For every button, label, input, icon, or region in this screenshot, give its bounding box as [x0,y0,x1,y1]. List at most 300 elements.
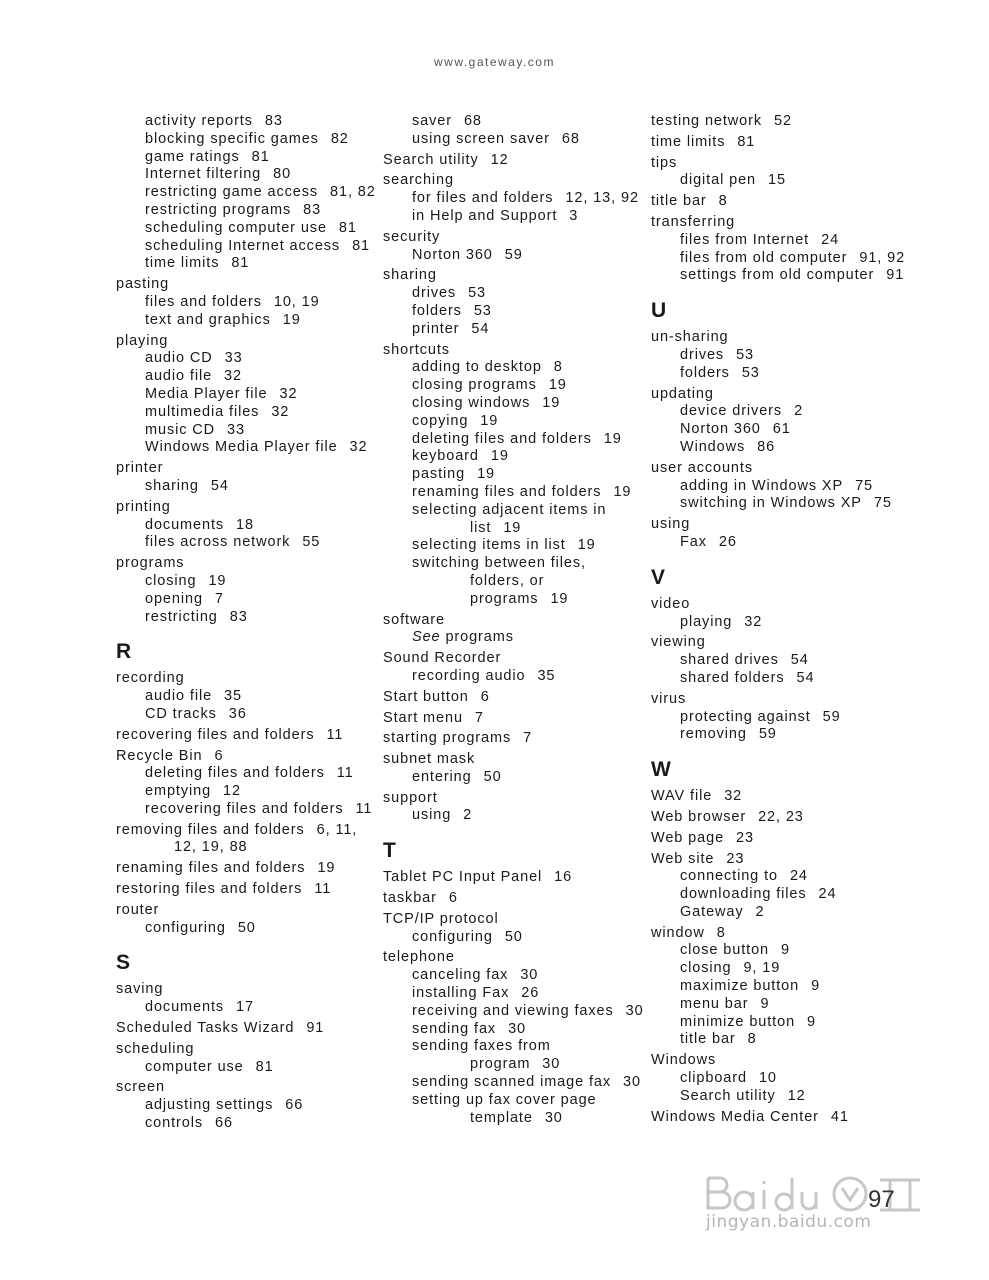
section-letter: S [116,951,131,975]
subentry-term: documents [145,516,225,533]
subentry-line [680,942,941,960]
entry-term: un-sharing [651,329,729,346]
subentry-line [412,1003,645,1021]
index-entry [383,172,645,225]
index-entry [383,152,645,170]
entry-line [651,193,941,211]
subentry-term: Internet filtering [145,166,262,183]
entry-line [116,1020,378,1038]
entry-line [383,751,645,769]
entry-line [651,329,941,347]
entry-pages: 52 [774,113,792,129]
subentry-line [412,1021,645,1039]
entry-term: telephone [383,949,455,966]
index-entry [116,881,378,899]
subentry-pages: 80 [273,166,292,183]
entry-line [383,612,645,630]
subentry-pages: 54 [471,320,490,337]
section-letter: V [651,565,666,589]
entry-line [383,152,645,170]
subentry-line [680,960,941,978]
subentry-list [680,172,941,190]
entry-term: tips [651,154,678,171]
entry-term: taskbar [383,890,437,907]
subentry-pages: 59 [504,246,523,263]
subentry-term: scheduling computer use [145,219,327,236]
subentry-line [145,517,378,535]
subentry-term: deleting files and folders [412,430,592,447]
entry-term: saving [116,981,164,998]
subentry-line [680,478,941,496]
subentry-pages: 17 [236,999,254,1016]
entry-line [651,691,941,709]
subentry-pages: 12, 13, 92 [565,190,639,207]
subentry-line [680,1031,941,1049]
entry-line [383,172,645,190]
subentry-term: sharing [145,477,199,494]
entry-term: Recycle Bin [116,747,203,764]
entry-line [651,113,941,131]
subentry-pages: 24 [789,868,808,885]
subentry-term: opening [145,590,203,607]
subentry-list [680,534,941,552]
subentry-term: menu bar [680,995,749,1012]
entry-term: software [383,611,445,628]
subentry-line [412,555,645,608]
index-entry [651,634,941,687]
subentry-pages: 19 [503,519,522,536]
entry-line [116,276,378,294]
entry-line [116,499,378,517]
entry-line [116,822,378,858]
subentry-pages: 19 [480,412,499,429]
section-letter: T [383,839,396,863]
index-entry [383,730,645,748]
entry-line [651,596,941,614]
subentry-term: activity reports [145,113,253,129]
subentry-line [412,131,645,149]
index-entry [383,751,645,787]
index-entry [651,925,941,1050]
subentry-pages: 19 [490,448,509,465]
subentry-line [412,190,645,208]
entry-term: Web site [651,850,715,867]
subentry-term: Media Player file [145,385,268,402]
entry-line [116,860,378,878]
subentry-pages: 53 [468,285,487,302]
entry-pages: 11 [314,881,332,898]
page-number: 97 [868,1186,895,1213]
subentry-list [680,1070,941,1106]
index-entry [651,214,941,285]
entry-term: transferring [651,213,736,230]
subentry-term: using screen saver [412,130,550,147]
entry-line [651,214,941,232]
subentry-term: copying [412,412,469,429]
subentry-line [680,365,941,383]
index-entry [651,155,941,191]
subentry-line [145,999,378,1017]
subentry-pages: 19 [542,394,561,411]
subentry-line [412,967,645,985]
subentry-term: configuring [412,928,493,945]
index-entry [651,830,941,848]
entry-term: window [651,924,705,941]
entry-line [651,134,941,152]
subentry-line [145,765,378,783]
subentry-line [412,413,645,431]
index-entry [116,113,378,273]
entry-line [116,460,378,478]
entry-pages: 11 [326,726,344,743]
subentry-line [145,149,378,167]
subentry-line [145,386,378,404]
entry-line [383,650,645,668]
entry-line [383,890,645,908]
subentry-term: minimize button [680,1013,796,1030]
entry-line [383,229,645,247]
index-entry [651,691,941,744]
subentry-term: selecting items in list [412,537,566,554]
entry-term: recovering files and folders [116,726,315,743]
subentry-term: Fax [680,533,707,550]
subentry-line [680,709,941,727]
subentry-list [145,1097,378,1133]
subentry-line [680,439,941,457]
index-entry [651,596,941,632]
entry-line [116,881,378,899]
subentry-pages: 9 [811,978,821,995]
subentry-pages: 19 [477,466,495,483]
subentry-line [680,978,941,996]
subentry-term: Search utility [680,1087,776,1104]
subentry-pages: 32 [279,385,298,402]
subentry-line [412,113,645,131]
entry-term: Windows Media Center [651,1108,819,1125]
subentry-pages: 35 [224,688,242,705]
subentry-line [680,232,941,250]
entry-pages: 23 [726,850,745,867]
entry-pages: 16 [554,869,573,886]
subentry-list [145,573,378,626]
subentry-line [145,238,378,256]
subentry-line [680,1070,941,1088]
entry-pages: 6 [480,688,490,705]
subentry-line [680,403,941,421]
subentry-pages: 9 [807,1013,817,1030]
subentry-pages: 86 [757,438,776,455]
subentry-list [412,929,645,947]
index-entry [651,386,941,457]
subentry-line [680,886,941,904]
subentry-line [412,359,645,377]
entry-pages: 22, 23 [758,808,804,825]
entry-term: printer [116,460,164,477]
subentry-line [145,404,378,422]
subentry-pages: 53 [736,346,755,363]
subentry-line [680,267,941,285]
entry-term: pasting [116,276,170,293]
subentry-line [412,208,645,226]
subentry-list [412,807,645,825]
entry-pages: 32 [724,788,743,805]
subentry-list [412,967,645,1127]
entry-pages: 7 [523,730,533,747]
index-entry [383,342,645,609]
subentry-line [412,807,645,825]
subentry-term: music CD [145,421,216,438]
entry-line [651,155,941,173]
entry-line [116,981,378,999]
subentry-line [680,614,941,632]
entry-pages: 7 [474,709,484,726]
subentry-pages: 66 [285,1097,304,1114]
subentry-pages: 10 [758,1070,777,1087]
subentry-line [412,668,645,686]
subentry-term: digital pen [680,172,757,189]
subentry-line [145,573,378,591]
index-entry [116,1079,378,1132]
subentry-term: adding in Windows XP [680,477,844,494]
entry-line [651,925,941,943]
subentry-line [145,131,378,149]
subentry-line [412,484,645,502]
subentry-pages: 59 [822,708,841,725]
subentry-line [412,321,645,339]
subentry-term: sending fax [412,1020,497,1037]
entry-line [383,869,645,887]
entry-term: recording [116,670,185,687]
subentry-term: setting up fax cover page template [412,1091,597,1126]
subentry-term: recording audio [412,667,526,684]
subentry-list [145,920,378,938]
subentry-line [145,113,378,131]
subentry-term: computer use [145,1058,244,1075]
entry-term: video [651,595,691,612]
subentry-term: downloading files [680,886,807,903]
entry-pages: 81 [737,133,756,150]
index-entry [651,809,941,827]
subentry-line [680,670,941,688]
index-entry [116,727,378,745]
subentry-line [680,652,941,670]
subentry-list [412,285,645,338]
subentry-pages: 81 [251,148,270,165]
subentry-pages: 68 [561,130,580,147]
subentry-line [680,1014,941,1032]
entry-term: printing [116,498,171,515]
index-entry [116,748,378,819]
subentry-term: adding to desktop [412,359,542,376]
subentry-pages: 81 [255,1058,274,1075]
subentry-term: connecting to [680,868,778,885]
entry-term: router [116,901,160,918]
see-reference: See [412,629,441,646]
subentry-pages: 9 [781,942,790,959]
subentry-pages: 83 [229,608,248,625]
index-entry [383,267,645,338]
subentry-line [412,285,645,303]
subentry-pages: 24 [821,231,840,248]
subentry-term: blocking specific games [145,130,319,147]
subentry-term: text and graphics [145,311,271,328]
subentry-line [145,1115,378,1133]
subentry-term: title bar [680,1031,736,1048]
subentry-pages: 81 [352,237,371,254]
subentry-pages: 12 [223,783,241,800]
entry-term: Windows [651,1052,717,1069]
subentry-line [412,929,645,947]
entry-term: programs [116,555,185,572]
entry-pages: 23 [736,829,754,846]
subentry-pages: 32 [271,403,290,420]
entry-term: TCP/IP protocol [383,910,499,927]
subentry-list [680,709,941,745]
header-url: www.gateway.com [434,55,555,69]
subentry-line [145,591,378,609]
index-entry [651,329,941,382]
entry-line [651,830,941,848]
entry-pages: 91 [306,1020,325,1037]
entry-line [651,809,941,827]
entry-line [383,710,645,728]
subentry-pages: 19 [208,572,227,589]
entry-term: searching [383,172,454,189]
entry-term: shortcuts [383,341,450,358]
index-column-1 [116,113,378,1133]
subentry-term: maximize button [680,978,800,995]
subentry-term: audio CD [145,350,213,367]
subentry-term: audio file [145,368,213,385]
entry-pages: 8 [718,193,728,210]
subentry-pages: 30 [625,1002,644,1019]
subentry-term: emptying [145,783,212,800]
entry-pages: 6 [214,747,224,764]
subentry-pages: 91, 92 [859,249,906,266]
entry-term: time limits [651,133,726,150]
subentry-pages: 8 [553,359,563,376]
index-entry [116,981,378,1017]
subentry-list [680,478,941,514]
index-entry [116,902,378,938]
subentry-pages: 66 [214,1115,233,1132]
subentry-term: configuring [145,919,226,936]
subentry-term: game ratings [145,148,240,165]
subentry-term: settings from old computer [680,267,875,284]
subentry-line [145,184,378,202]
subentry-line [145,202,378,220]
subentry-term: recovering files and folders [145,800,344,817]
subentry-term: folders [680,364,730,381]
subentry-list [680,232,941,285]
subentry-pages: 19 [577,537,596,554]
subentry-pages: 30 [542,1056,561,1073]
entry-term: Sound Recorder [383,650,502,667]
subentry-term: Windows Media Player file [145,439,338,456]
subentry-pages: 82 [330,130,349,147]
entry-line [383,689,645,707]
entry-line [383,911,645,929]
entry-line [651,788,941,806]
subentry-list [680,652,941,688]
entry-term: Web browser [651,808,747,825]
index-entry [383,650,645,686]
index-entry [116,460,378,496]
subentry-line [145,220,378,238]
entry-term: Tablet PC Input Panel [383,869,543,886]
index-entry [116,822,378,858]
subentry-pages: 30 [520,967,539,984]
subentry-line [412,303,645,321]
subentry-line [412,395,645,413]
index-entry [651,788,941,806]
subentry-line [145,478,378,496]
subentry-pages: 19 [548,377,567,394]
subentry-line [680,726,941,744]
subentry-line [145,312,378,330]
subentry-list [412,668,645,686]
subentry-term: keyboard [412,448,479,465]
subentry-term: saver [412,113,452,129]
subentry-term: closing programs [412,377,537,394]
subentry-pages: 11 [355,800,373,817]
entry-line [116,670,378,688]
subentry-term: printer [412,320,460,337]
entry-term: WAV file [651,788,713,805]
subentry-pages: 35 [537,667,556,684]
subentry-term: deleting files and folders [145,765,325,782]
watermark-text: jingyan.baidu.com [706,1212,872,1232]
subentry-term: switching in Windows XP [680,495,862,512]
subentry-pages: 30 [623,1074,641,1091]
subentry-line [145,439,378,457]
subentry-pages: 2 [794,403,804,420]
subentry-term: files from old computer [680,249,848,266]
entry-term: user accounts [651,459,753,476]
entry-term: support [383,789,438,806]
subentry-term: for files and folders [412,190,554,207]
entry-line [383,730,645,748]
subentry-term: restricting programs [145,201,292,218]
subentry-term: selecting adjacent items in list [412,501,607,536]
subentry-line [145,422,378,440]
subentry-pages: 26 [718,533,737,550]
subentry-pages: 36 [228,705,247,722]
index-entry [383,710,645,728]
subentry-list [412,247,645,265]
subentry-list [680,942,941,1049]
subentry-list [680,868,941,921]
subentry-line [412,769,645,787]
subentry-list [412,190,645,226]
subentry-list [412,629,645,647]
entry-term: starting programs [383,730,512,747]
index-column-3 [651,113,941,1126]
subentry-term: drives [680,346,725,363]
subentry-list [145,1059,378,1077]
subentry-term: shared folders [680,669,785,686]
subentry-pages: 30 [508,1020,527,1037]
subentry-term: in Help and Support [412,207,558,224]
subentry-term: switching between files, folders, or programs [412,555,586,607]
entry-term: removing files and folders [116,821,305,838]
subentry-term: protecting against [680,708,811,725]
index-entry [651,1052,941,1105]
entry-term: viewing [651,634,706,651]
subentry-line [680,172,941,190]
index-entry [383,911,645,947]
subentry-term: entering [412,768,472,785]
